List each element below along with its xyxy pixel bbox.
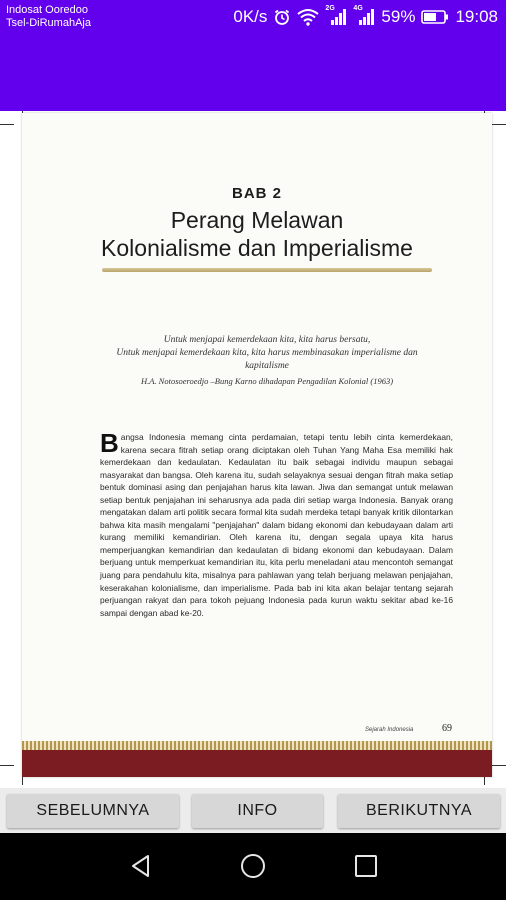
- alarm-icon: [273, 8, 291, 26]
- signal-icon: [325, 5, 347, 26]
- book-page-viewer[interactable]: [0, 111, 506, 788]
- wifi-icon: [297, 8, 319, 26]
- drop-cap: B: [100, 428, 119, 458]
- home-icon[interactable]: [240, 853, 266, 884]
- crop-mark: [0, 765, 14, 766]
- crop-mark: [492, 765, 506, 766]
- quote-source: H.A. Notosoeroedjo –Bung Karno dihadapan Pengadilan Kolonial (1963): [140, 376, 394, 386]
- quote-line-2: Untuk menjapai kemerdekaan kita, kita harus membinasakan imperialisme dan kapitalisme: [116, 348, 418, 371]
- border-fringe: [22, 741, 492, 750]
- title-underline: [102, 268, 432, 272]
- chapter-number: BAB 2: [231, 185, 282, 202]
- chapter-title-line-2: Kolonialisme dan Imperialisme: [101, 235, 413, 261]
- next-button[interactable]: BERIKUTNYA: [338, 794, 500, 828]
- battery-percent: 59%: [381, 7, 416, 26]
- chapter-body-text: [100, 428, 453, 619]
- info-button[interactable]: INFO: [192, 794, 323, 828]
- app-bar: [0, 36, 506, 111]
- chapter-title-line-1: Perang Melawan: [170, 207, 344, 233]
- page-navigation-bar: [0, 788, 506, 833]
- recents-icon[interactable]: [353, 853, 379, 884]
- battery-icon: [421, 10, 449, 24]
- crop-mark: [0, 124, 14, 125]
- carrier-name-1: Indosat Ooredoo: [6, 4, 88, 16]
- page-number: 69: [442, 723, 452, 734]
- border-band: [22, 750, 492, 777]
- page-footer-label: Sejarah Indonesia: [365, 727, 414, 733]
- signal-type-label: 4G: [353, 5, 363, 12]
- system-navigation-bar: [0, 833, 506, 900]
- signal-icon: [353, 5, 375, 26]
- status-icons: [233, 7, 498, 27]
- clock: 19:08: [455, 7, 498, 26]
- crop-mark: [492, 124, 506, 125]
- back-icon[interactable]: [128, 853, 154, 884]
- carrier-name-2: Tsel-DiRumahAja: [6, 17, 91, 29]
- signal-type-label: 2G: [325, 5, 335, 12]
- previous-button[interactable]: SEBELUMNYA: [7, 794, 179, 828]
- book-page: [22, 113, 492, 777]
- decorative-border: [22, 741, 492, 777]
- quote-line-1: Untuk menjapai kemerdekaan kita, kita harus bersatu,: [163, 335, 371, 345]
- network-speed: 0K/s: [233, 7, 268, 26]
- body-paragraph: angsa Indonesia memang cinta perdamaian, tetapi tentu lebih cinta kemerdekaan, karena secara fitrah setiap orang diciptakan oleh Tuhan Yang Maha Esa memiliki hak kemerdekaan dan kedaulatan. Kedaulatan itu baik sebagai individu maupun sebagai masyarakat dan bangsa. Oleh karena itu, sudah selayaknya sesuai dengan fitrah maka setiap bentuk dominasi asing dan penjajahan harus kita lawan. Jiwa dan semangat untuk melawan setiap bentuk penjajahan ini seharusnya ada pada diri setiap warga Indonesia. Banyak orang mengatakan dalam arti politik secara formal kita sudah merdeka tetapi banyak kritik dilontarkan bahwa kita masih mengalami "penjajahan" dalam bidang ekonomi dan kebudayaan dalam arti kurang memiliki kemandirian. Oleh karena itu, dengan segala upaya kita harus memperjuangkan kemandirian dan kedaulatan di bidang ekonomi dan kebudayaan. Dalam berjuang untuk memperkuat kemandirian itu, kita perlu meneladani atau mencontoh semangat juang para pendahulu kita, misalnya para pahlawan yang telah berjuang melawan penjajahan, keserakahan kolonialisme, dan imperialisme. Pada bab ini kita akan belajar tentang sejarah perjuangan rakyat dan para tokoh pejuang Indonesia pada kurun waktu sekitar abad ke-16 sampai dengan abad ke-20.: [100, 432, 453, 618]
- carrier-info: [6, 4, 91, 30]
- status-bar: [0, 0, 506, 36]
